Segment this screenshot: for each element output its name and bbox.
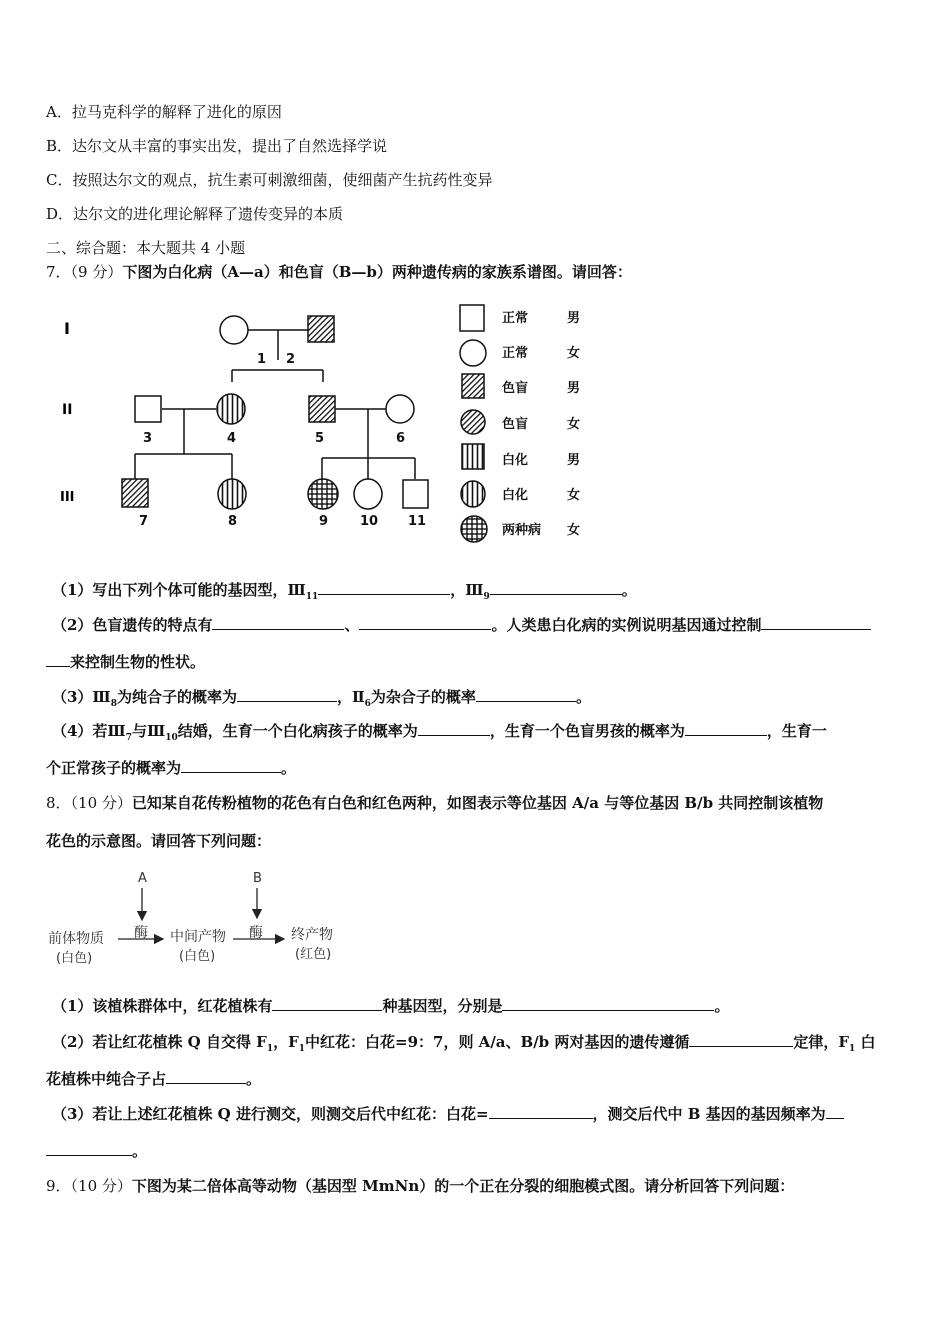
- legend-label: 正常: [502, 311, 529, 326]
- legend-label: 色盲: [502, 381, 529, 396]
- enzyme-label: 酶: [134, 925, 148, 941]
- option-a: A．拉马克科学的解释了进化的原因: [46, 103, 282, 121]
- individual-1: [220, 316, 248, 344]
- legend-symbol: [461, 481, 485, 507]
- q7-stem: 7．（9 分）下图为白化病（A—a）和色盲（B—b）两种遗传病的家族系谱图。请回答：: [46, 263, 632, 281]
- q8-part2-cont: 花植株中纯合子占 。: [46, 1070, 262, 1088]
- section-heading: 二、综合题：本大题共 4 小题: [46, 239, 246, 257]
- generation-label: III: [60, 490, 75, 505]
- individual-number: 11: [408, 514, 427, 529]
- legend-symbol: [460, 305, 484, 331]
- legend-symbol: [460, 340, 486, 366]
- option-d: D．达尔文的进化理论解释了遗传变异的本质: [46, 205, 344, 223]
- legend-label: 男: [567, 381, 581, 396]
- legend-symbol: [461, 516, 487, 542]
- q7-part2: （2）色盲遗传的特点有 、 。人类患白化病的实例说明基因通过控制: [52, 615, 871, 635]
- individual-11: [403, 480, 428, 508]
- individual-2: [308, 316, 334, 342]
- q8-part1: （1）该植株群体中，红花植株有 种基因型，分别是 。: [52, 997, 730, 1015]
- legend-label: 男: [567, 311, 581, 326]
- legend-symbol: [462, 444, 484, 469]
- individual-number: 1: [257, 352, 267, 367]
- legend-label: 色盲: [502, 417, 529, 432]
- enzyme-label: 酶: [249, 925, 263, 941]
- individual-number: 10: [360, 514, 379, 529]
- legend-label: 白化: [502, 488, 529, 503]
- individual-8: [218, 479, 246, 509]
- gene-b-label: B: [253, 871, 262, 886]
- option-c: C．按照达尔文的观点，抗生素可刺激细菌，使细菌产生抗药性变异: [46, 171, 493, 189]
- individual-7: [122, 479, 148, 507]
- legend-label: 女: [567, 488, 581, 503]
- substance-color: (白色): [179, 949, 216, 964]
- legend-label: 男: [567, 453, 581, 468]
- individual-5: [309, 396, 335, 422]
- individual-number: 9: [319, 514, 329, 529]
- individual-number: 8: [228, 514, 238, 529]
- legend-label: 两种病: [502, 523, 542, 538]
- legend-symbol: [462, 374, 484, 398]
- q7-part4-cont: 个正常孩子的概率为 。: [46, 759, 297, 777]
- q7-part2-cont: 来控制生物的性状。: [46, 652, 205, 672]
- q8-stem-cont: 花色的示意图。请回答下列问题：: [46, 832, 272, 850]
- q9-stem: 9．（10 分）下图为某二倍体高等动物（基因型 MmNn）的一个正在分裂的细胞模式图。请分析回答下列问题：: [46, 1177, 795, 1195]
- gene-a-label: A: [138, 871, 147, 886]
- q7-part4: （4）若$Ⅲ_7$与$Ⅲ_{10}$结婚，生育一个白化病孩子的概率为 ，生育一个色盲男孩的概率为 ，生育一: [52, 722, 827, 743]
- individual-9: [308, 479, 338, 509]
- pathway-figure: [46, 866, 356, 970]
- option-b: B．达尔文从丰富的事实出发，提出了自然选择学说: [46, 137, 388, 155]
- substance-label: 中间产物: [170, 929, 226, 945]
- q8-part3-cont: 。: [46, 1141, 147, 1161]
- q7-part3: $(3)Ⅲ_8$为纯合子的概率为 ，$Ⅱ_6$为杂合子的概率 。: [52, 688, 591, 709]
- generation-label: I: [64, 319, 70, 338]
- q8-part3: （3）若让上述红花植株 Q 进行测交，则测交后代中红花：白花= ，测交后代中 B 基因的基因频率为: [52, 1104, 844, 1124]
- individual-6: [386, 395, 414, 423]
- individual-number: 2: [286, 352, 296, 367]
- individual-10: [354, 479, 382, 509]
- individual-4: [217, 394, 245, 424]
- individual-number: 7: [139, 514, 149, 529]
- individual-number: 5: [315, 431, 325, 446]
- individual-number: 4: [227, 431, 237, 446]
- individual-3: [135, 396, 161, 422]
- substance-label: 前体物质: [48, 931, 104, 947]
- legend-label: 白化: [502, 453, 529, 468]
- substance-color: (白色): [56, 951, 93, 966]
- legend-label: 女: [567, 417, 581, 432]
- legend-label: 正常: [502, 346, 529, 361]
- legend-symbol: [461, 410, 485, 434]
- individual-number: 6: [396, 431, 406, 446]
- substance-label: 终产物: [291, 927, 333, 943]
- q8-stem: 8．（10 分）已知某自花传粉植物的花色有白色和红色两种，如图表示等位基因 A/a 与等位基因 B/b 共同控制该植物: [46, 794, 824, 812]
- individual-number: 3: [143, 431, 153, 446]
- legend-label: 女: [567, 346, 581, 361]
- pedigree-figure: [46, 298, 606, 556]
- generation-label: II: [62, 402, 73, 418]
- q7-part1: （1）写出下列个体可能的基因型，$Ⅲ_{11}$ ，$Ⅲ_9$ 。: [52, 581, 637, 602]
- substance-color: (红色): [295, 947, 332, 962]
- q8-part2: （2）若让红花植株 Q 自交得 $F_1$，$F_1$中红花：白花=9：7，则 A/a、B/b 两对基因的遗传遵循 定律，$F_1$ 白: [52, 1033, 876, 1054]
- legend-label: 女: [567, 523, 581, 538]
